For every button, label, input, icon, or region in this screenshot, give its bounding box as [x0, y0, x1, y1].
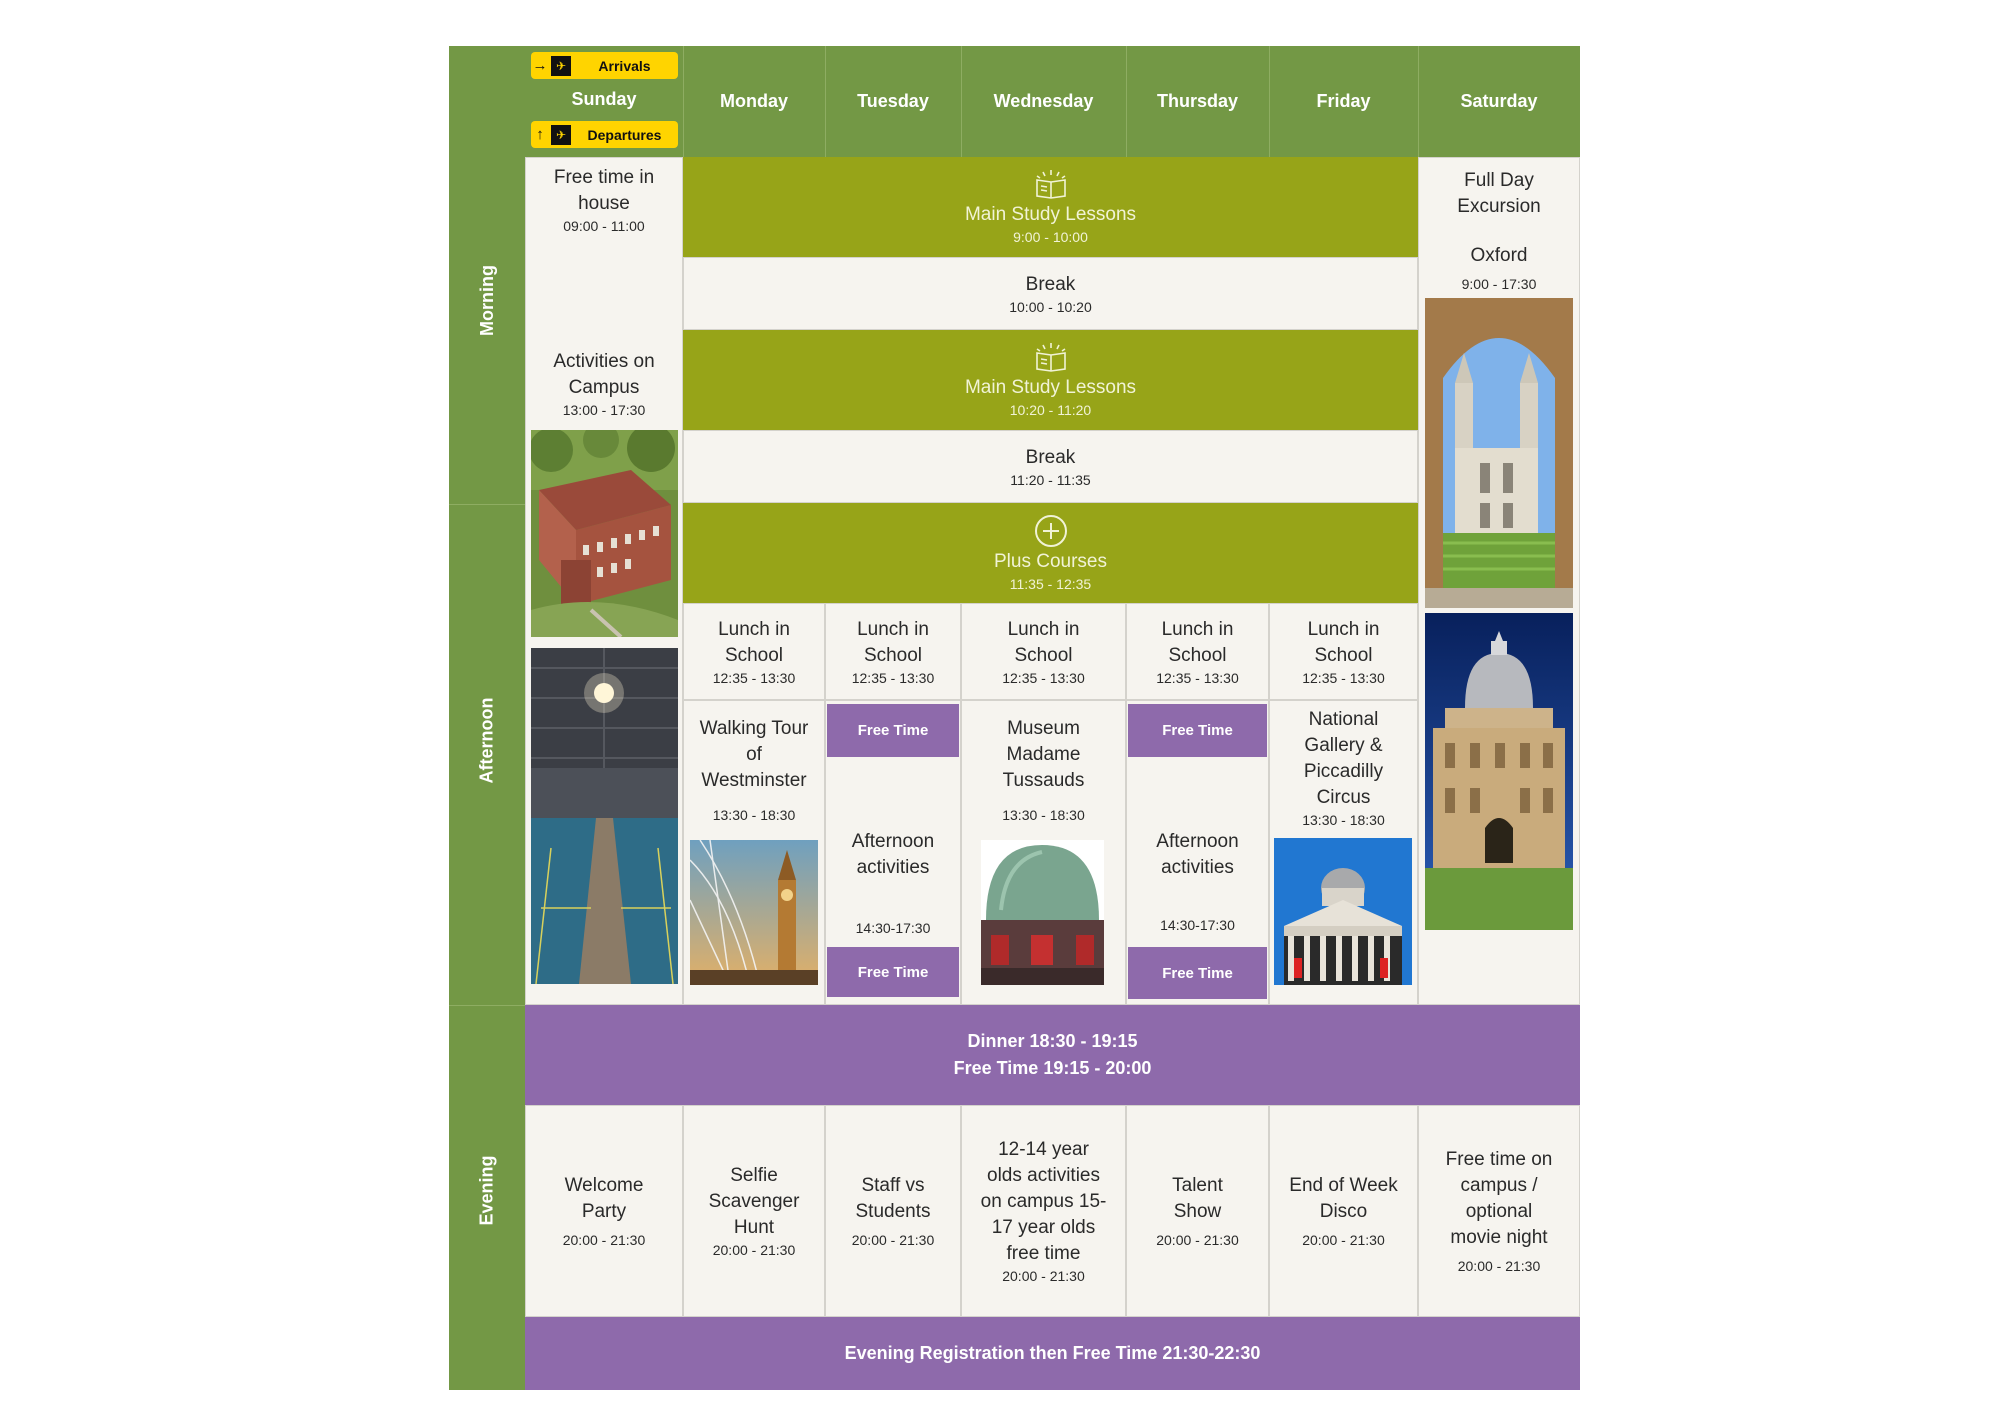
footer-text: Evening Registration then Free Time 21:30-22:30	[844, 1343, 1261, 1363]
evening-friday-title: End of Week Disco	[1289, 1175, 1398, 1222]
lunch-thursday-title: Lunch in School	[1161, 618, 1234, 666]
radcliffe-camera-illustration	[1425, 613, 1573, 930]
evening-label-wrap	[449, 1050, 525, 1330]
right-arrow-icon: →	[532, 57, 548, 74]
break-2-time: 11:20 - 11:35	[1010, 471, 1091, 488]
plus-courses-title: Plus Courses	[994, 551, 1107, 572]
sunday-activities-title: Activities on Campus	[553, 351, 655, 398]
evening-wednesday-time: 20:00 - 21:30	[1002, 1268, 1085, 1284]
sports-hall-illustration	[531, 648, 678, 984]
break-1-time: 10:00 - 10:20	[1009, 298, 1092, 315]
saturday-time: 9:00 - 17:30	[1461, 276, 1537, 292]
lesson-2-title: Main Study Lessons	[964, 377, 1137, 398]
manor-illustration	[531, 430, 678, 637]
day-header-tuesday: Tuesday	[857, 91, 929, 111]
day-header-monday: Monday	[719, 91, 788, 111]
evening-tuesday-time: 20:00 - 21:30	[851, 1232, 935, 1248]
lunch-monday-title: Lunch in School	[718, 618, 790, 666]
oxford-college-illustration	[1425, 298, 1573, 608]
big-ben-illustration	[690, 840, 818, 985]
afternoon-label-wrap	[449, 600, 525, 880]
evening-tuesday-title: Staff vs Students	[855, 1175, 931, 1222]
thursday-free-time-bottom: Free Time	[1128, 947, 1267, 999]
plus-courses-block	[683, 503, 1418, 603]
campus-manor-photo	[531, 430, 678, 637]
up-arrow-icon: ↑	[536, 126, 544, 143]
lunch-tuesday-time: 12:35 - 13:30	[851, 669, 935, 686]
lunch-friday	[1269, 603, 1418, 700]
arrivals-label: Arrivals	[598, 57, 651, 74]
evening-sunday-title: Welcome Party	[564, 1175, 644, 1222]
evening-thursday	[1126, 1105, 1269, 1317]
evening-sunday-time: 20:00 - 21:30	[562, 1232, 646, 1248]
monday-activity-time: 13:30 - 18:30	[712, 807, 796, 823]
wednesday-activity-time: 13:30 - 18:30	[1002, 807, 1085, 823]
sunday-free-time-time: 09:00 - 11:00	[563, 218, 645, 234]
evening-monday	[683, 1105, 825, 1317]
departures-label: Departures	[587, 126, 662, 143]
big-ben-photo	[690, 840, 818, 985]
day-header-saturday: Saturday	[1460, 91, 1538, 111]
break-1-title: Break	[1025, 273, 1076, 295]
day-header-thursday: Thursday	[1156, 91, 1239, 111]
side-divider	[449, 504, 525, 505]
lunch-tuesday-title: Lunch in School	[857, 618, 929, 666]
morning-label: Morning	[476, 264, 497, 336]
sunday-activities-time: 13:00 - 17:30	[562, 402, 646, 418]
break-block-2	[683, 430, 1418, 503]
monday-activity-title: Walking Tour of Westminster	[699, 718, 809, 791]
evening-saturday-time: 20:00 - 21:30	[1457, 1258, 1541, 1274]
evening-wednesday	[961, 1105, 1126, 1317]
thursday-activity	[1128, 820, 1267, 890]
evening-sunday	[525, 1105, 683, 1317]
lesson-block-1	[683, 157, 1418, 257]
lunch-tuesday	[825, 603, 961, 700]
lunch-thursday	[1126, 603, 1269, 700]
thursday-activity-title: Afternoon activities	[1156, 831, 1239, 878]
open-book-icon	[1031, 341, 1071, 375]
lesson-block-2	[683, 330, 1418, 430]
national-gallery-illustration	[1274, 838, 1412, 985]
evening-saturday-title: Free time on campus / optional movie night	[1445, 1149, 1553, 1248]
lunch-monday	[683, 603, 825, 700]
footer-band	[525, 1317, 1580, 1390]
lunch-wednesday	[961, 603, 1126, 700]
break-2-title: Break	[1025, 446, 1076, 468]
madame-tussauds-photo	[981, 840, 1104, 985]
monday-activity	[685, 710, 823, 830]
saturday-place-wrap	[1420, 240, 1578, 296]
thursday-free-time-top: Free Time	[1128, 704, 1267, 757]
tuesday-activity-time: 14:30-17:30	[855, 920, 931, 936]
open-book-icon	[1031, 168, 1071, 202]
oxford-all-souls-photo	[1425, 298, 1573, 608]
saturday-place: Oxford	[1470, 245, 1528, 266]
evening-monday-title: Selfie Scavenger Hunt	[708, 1165, 800, 1238]
saturday-excursion-title: Full Day Excursion	[1457, 170, 1541, 217]
dinner-band	[525, 1005, 1580, 1105]
lunch-friday-time: 12:35 - 13:30	[1302, 669, 1385, 686]
day-header-wednesday: Wednesday	[993, 91, 1094, 111]
friday-activity	[1271, 708, 1416, 828]
friday-activity-title: National Gallery & Piccadilly Circus	[1303, 709, 1384, 808]
lunch-monday-time: 12:35 - 13:30	[712, 669, 796, 686]
national-gallery-photo	[1274, 838, 1412, 985]
dome-illustration	[981, 840, 1104, 985]
morning-label-wrap	[449, 160, 525, 440]
lunch-wednesday-title: Lunch in School	[1007, 618, 1080, 666]
sunday-activities	[527, 344, 681, 424]
sunday-free-time	[527, 160, 681, 240]
lesson-1-time: 9:00 - 10:00	[1013, 229, 1088, 245]
departures-badge	[531, 121, 678, 148]
wednesday-activity	[963, 710, 1124, 830]
tuesday-free-time-top: Free Time	[827, 704, 959, 757]
evening-thursday-time: 20:00 - 21:30	[1156, 1232, 1239, 1248]
friday-activity-time: 13:30 - 18:30	[1302, 812, 1385, 828]
radcliffe-camera-photo	[1425, 613, 1573, 930]
plus-circle-icon	[1033, 513, 1069, 549]
saturday-excursion	[1420, 164, 1578, 224]
break-block-1	[683, 257, 1418, 330]
plane-takeoff-icon: ✈	[551, 125, 571, 145]
thursday-activity-time: 14:30-17:30	[1160, 917, 1235, 933]
lesson-1-title: Main Study Lessons	[964, 204, 1137, 225]
free-time-line: Free Time 19:15 - 20:00	[953, 1058, 1152, 1078]
evening-monday-time: 20:00 - 21:30	[712, 1242, 796, 1258]
plus-courses-time: 11:35 - 12:35	[1009, 576, 1092, 592]
sports-hall-photo	[531, 648, 678, 984]
dinner-line: Dinner 18:30 - 19:15	[967, 1031, 1138, 1051]
lunch-thursday-time: 12:35 - 13:30	[1156, 669, 1239, 686]
sunday-free-time-title: Free time in house	[553, 167, 655, 214]
lesson-2-time: 10:20 - 11:20	[1009, 402, 1092, 418]
evening-friday	[1269, 1105, 1418, 1317]
arrivals-badge	[531, 52, 678, 79]
afternoon-label: Afternoon	[476, 697, 497, 783]
evening-wednesday-title: 12-14 year olds activities on campus 15-17 year olds free time	[980, 1139, 1107, 1264]
wednesday-activity-title: Museum Madame Tussauds	[1002, 718, 1085, 791]
tuesday-free-time-bottom: Free Time	[827, 947, 959, 997]
day-header-sunday: Sunday	[571, 88, 637, 109]
evening-saturday	[1418, 1105, 1580, 1317]
evening-tuesday	[825, 1105, 961, 1317]
evening-friday-time: 20:00 - 21:30	[1302, 1232, 1385, 1248]
tuesday-activity	[827, 820, 959, 890]
side-divider	[449, 1005, 525, 1006]
lunch-friday-title: Lunch in School	[1307, 618, 1380, 666]
evening-label: Evening	[476, 1154, 497, 1226]
plane-landing-icon: ✈	[551, 56, 571, 76]
lunch-wednesday-time: 12:35 - 13:30	[1002, 669, 1085, 686]
day-header-friday: Friday	[1316, 91, 1371, 111]
evening-thursday-title: Talent Show	[1172, 1175, 1223, 1222]
tuesday-activity-title: Afternoon activities	[851, 831, 935, 878]
